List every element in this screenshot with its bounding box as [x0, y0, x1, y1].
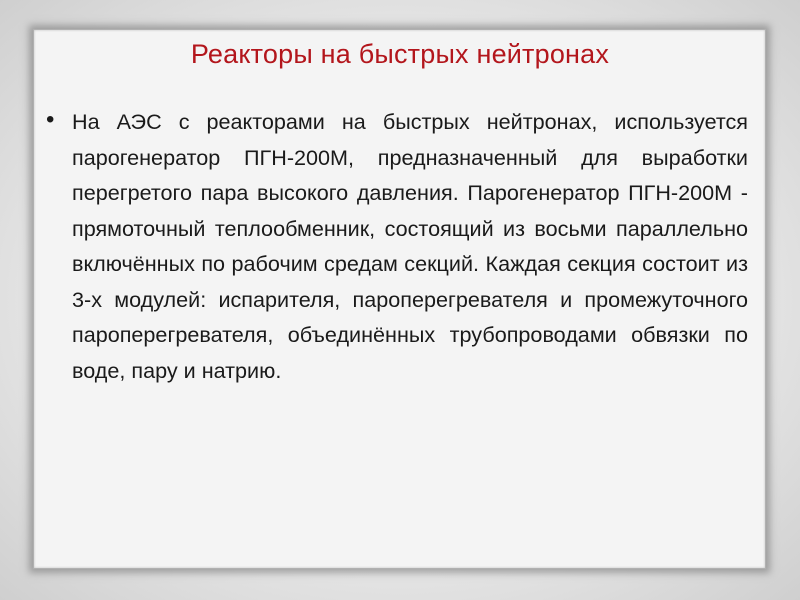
bullet-marker: •	[46, 106, 55, 133]
slide-title: Реакторы на быстрых нейтронах	[190, 39, 610, 69]
slide-body-text: На АЭС с реакторами на быстрых нейтронах, используется парогенератор ПГН-200М, предназначенный для выработки перегретого пара высокого давления. Парогенератор ПГН-200М - прямоточный теплообменник, состоящий из восьми параллельно включённых по рабочим средам секций. Каждая секция состоит из 3-х модулей: испарителя, пароперегревателя и промежуточного пароперегревателя, объединённых трубопроводами обвязки по воде, пару и натрию.	[72, 109, 748, 383]
